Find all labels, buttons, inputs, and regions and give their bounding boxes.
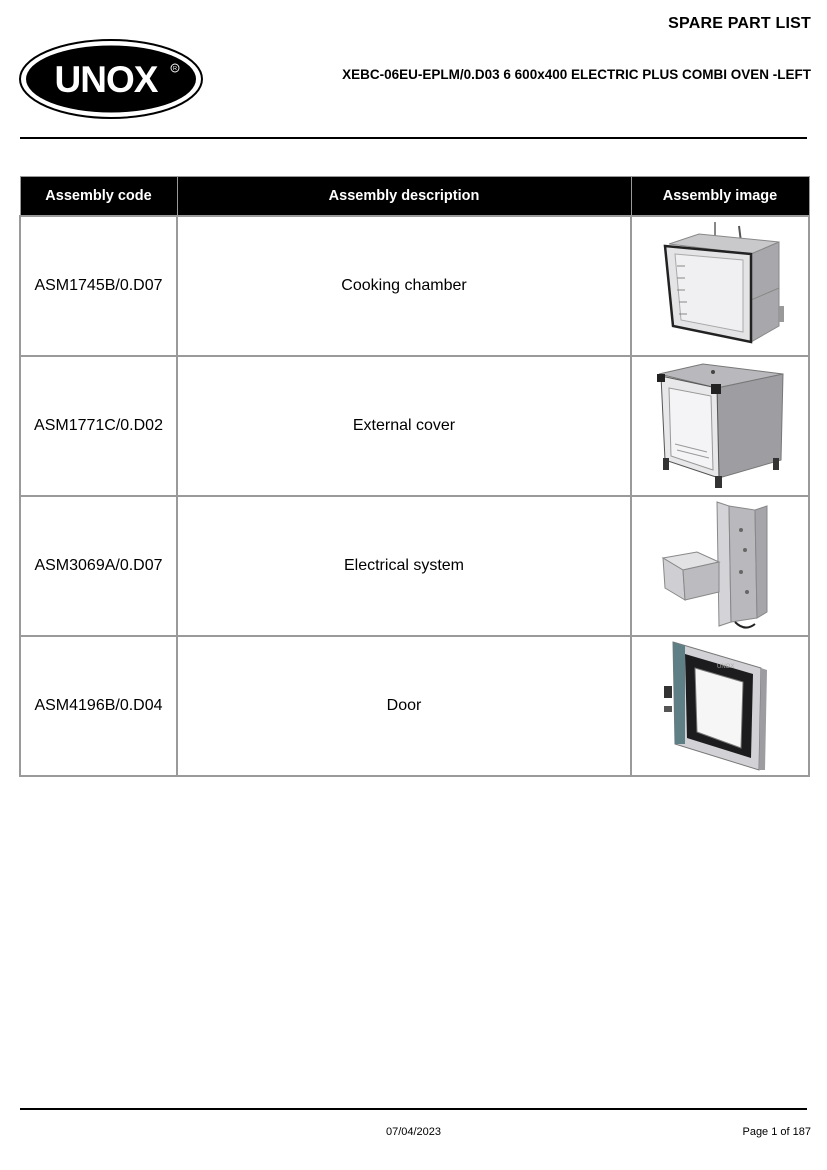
assembly-description: Electrical system: [177, 496, 631, 636]
svg-text:UNOX: UNOX: [717, 664, 735, 670]
assembly-description: External cover: [177, 356, 631, 496]
assembly-code: ASM1745B/0.D07: [20, 216, 177, 356]
model-description: XEBC-06EU-EPLM/0.D03 6 600x400 ELECTRIC PLUS COMBI OVEN -LEFT: [342, 67, 811, 82]
document-title: SPARE PART LIST: [668, 15, 811, 32]
footer-divider: [20, 1108, 807, 1110]
table-header-row: [20, 177, 809, 217]
header-divider: [20, 137, 807, 139]
svg-text:R: R: [173, 66, 177, 73]
assembly-description: Cooking chamber: [177, 216, 631, 356]
table-row: [20, 496, 809, 636]
assembly-code: ASM3069A/0.D07: [20, 496, 177, 636]
electrical-system-image: [655, 500, 785, 632]
cooking-chamber-image: [655, 220, 785, 352]
column-header-description: Assembly description: [177, 177, 631, 217]
assembly-description: Door: [177, 636, 631, 776]
table-row: [20, 356, 809, 496]
assembly-code: ASM4196B/0.D04: [20, 636, 177, 776]
assembly-code: ASM1771C/0.D02: [20, 356, 177, 496]
unox-logo: [18, 38, 204, 120]
column-header-image: Assembly image: [631, 177, 809, 217]
page-number: Page 1 of 187: [742, 1126, 811, 1138]
door-image: [655, 640, 785, 772]
table-row: [20, 216, 809, 356]
footer-date: 07/04/2023: [385, 1126, 442, 1138]
column-header-code: Assembly code: [20, 177, 177, 217]
assembly-table: [19, 176, 810, 777]
svg-text:UNOX: UNOX: [54, 59, 158, 100]
table-row: [20, 636, 809, 776]
external-cover-image: [655, 360, 785, 492]
